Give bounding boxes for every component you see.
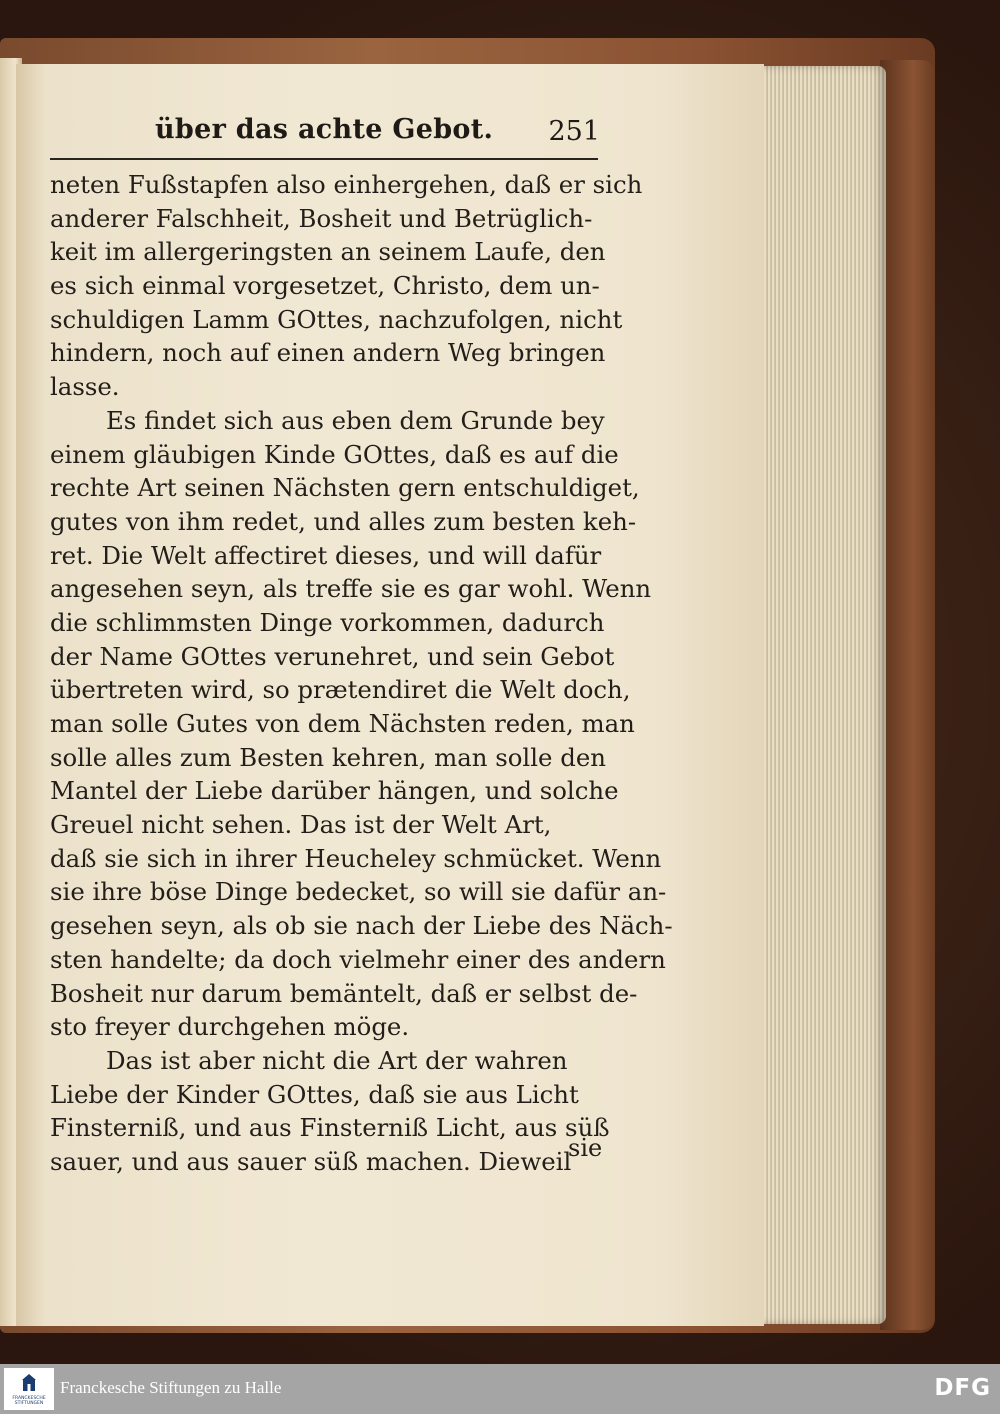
text-line: Mantel der Liebe darüber hängen, und solche	[50, 776, 619, 806]
text-line: keit im allergeringsten an seinem Laufe, den	[50, 237, 606, 267]
text-line: der Name GOttes verunehret, und sein Gebot	[50, 641, 615, 671]
text-line: angesehen seyn, als treffe sie es gar wohl. Wenn	[50, 574, 652, 604]
text-line: schuldigen Lamm GOttes, nachzufolgen, nicht	[50, 304, 623, 334]
text-line: Es findet sich aus eben dem Grunde bey	[106, 405, 605, 435]
text-line: hindern, noch auf einen andern Weg bringen	[50, 338, 606, 368]
text-line: Finsterniß, und aus Finsterniß Licht, aus süß	[50, 1113, 610, 1143]
dfg-logo[interactable]: DFG	[934, 1375, 991, 1401]
text-line: Das ist aber nicht die Art der wahren	[106, 1045, 568, 1075]
institution-logo[interactable]	[4, 1368, 54, 1410]
text-line: es sich einmal vorgesetzet, Christo, dem un-	[50, 271, 600, 301]
catchword: sie	[568, 1134, 603, 1162]
page-number: 251	[548, 116, 600, 147]
text-line: übertreten wird, so prætendiret die Welt doch,	[50, 675, 631, 705]
running-head: über das achte Gebot.	[155, 114, 494, 145]
text-line: die schlimmsten Dinge vorkommen, dadurch	[50, 607, 605, 637]
text-line: lasse.	[50, 372, 120, 402]
footer-bar	[0, 1364, 1000, 1414]
text-line: daß sie sich in ihrer Heucheley schmücket. Wenn	[50, 843, 662, 873]
page-header	[50, 108, 600, 158]
text-line: anderer Falschheit, Bosheit und Betrüglich-	[50, 203, 593, 233]
text-line: Greuel nicht sehen. Das ist der Welt Art,	[50, 810, 552, 840]
text-line: sten handelte; da doch vielmehr einer des andern	[50, 944, 666, 974]
header-rule	[50, 158, 598, 160]
text-line: sie ihre böse Dinge bedecket, so will sie dafür an-	[50, 877, 667, 907]
text-line: einem gläubigen Kinde GOttes, daß es auf die	[50, 439, 619, 469]
text-line: man solle Gutes von dem Nächsten reden, man	[50, 709, 635, 738]
page-edges	[756, 66, 886, 1324]
text-line: Liebe der Kinder GOttes, daß sie aus Licht	[50, 1079, 579, 1109]
text-line: Bosheit nur darum bemäntelt, daß er selbst de-	[50, 978, 638, 1008]
text-line: rechte Art seinen Nächsten gern entschuldiget,	[50, 473, 640, 503]
body-text	[50, 168, 673, 1179]
text-line: ret. Die Welt affectiret dieses, und will dafür	[50, 540, 602, 570]
building-icon	[21, 1373, 37, 1393]
text-line: neten Fußstapfen also einhergehen, daß er sich	[50, 170, 643, 199]
text-line: gutes von ihm redet, und alles zum besten keh-	[50, 506, 637, 536]
text-line: sauer, und aus sauer süß machen. Dieweil	[50, 1146, 572, 1176]
text-line: gesehen seyn, als ob sie nach der Liebe des Näch-	[50, 911, 673, 941]
text-line: solle alles zum Besten kehren, man solle den	[50, 742, 606, 772]
cover-edge	[880, 60, 935, 1330]
institution-name[interactable]: Franckesche Stiftungen zu Halle	[60, 1378, 282, 1397]
text-line: sto freyer durchgehen möge.	[50, 1012, 410, 1042]
logo-text: FRANCKESCHE STIFTUNGEN	[12, 1396, 46, 1406]
